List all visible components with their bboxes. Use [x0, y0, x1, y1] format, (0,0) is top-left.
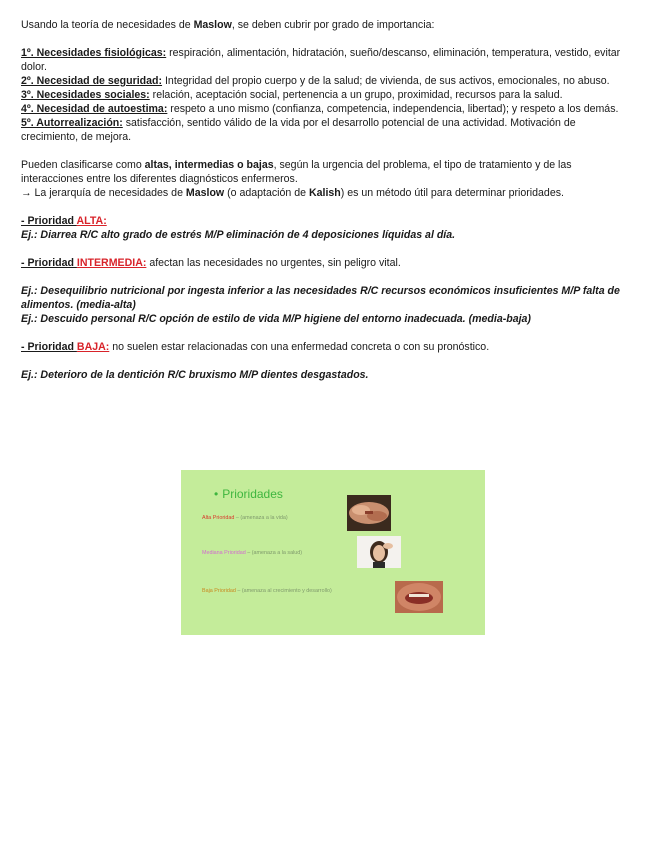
intermedia-example-2: Ej.: Descuido personal R/C opción de estilo de vida M/P higiene del entorno inadecuada. (media-baja): [21, 313, 531, 325]
intermedia-prefix: - Prioridad: [21, 257, 77, 269]
mediana-photo: [357, 536, 401, 568]
baja-prefix: - Prioridad: [21, 341, 77, 353]
need-2-label: 2º. Necesidad de seguridad:: [21, 75, 163, 87]
slide-row-mediana: [202, 550, 302, 556]
intro-text-end: , se deben cubrir por grado de importancia:: [231, 19, 435, 31]
priority-intermedia-heading: [21, 256, 635, 270]
need-3-text: relación, aceptación social, pertenencia a un grupo, proximidad, recursos para la salud.: [149, 89, 563, 101]
need-4: [21, 102, 635, 116]
slide-row-baja: [202, 588, 332, 594]
slide-title: [214, 487, 283, 501]
alta-prefix: - Prioridad: [21, 215, 77, 227]
slide-row-mediana-label: Mediana Prioridad: [202, 550, 246, 556]
bullet-icon: •: [214, 487, 219, 501]
hierarchy-text-mid: (o adaptación de: [224, 187, 309, 199]
alta-word: ALTA:: [76, 215, 107, 227]
document-body: [21, 18, 635, 382]
slide-row-baja-desc: (amenaza al crecimiento y desarrollo): [241, 588, 332, 594]
slide-dash: –: [235, 588, 242, 594]
baja-word: BAJA:: [76, 341, 110, 353]
arrow-icon: →: [21, 187, 32, 199]
need-2-text: Integridad del propio cuerpo y de la salud; de vivienda, de sus activos, emocionales, no abuso.: [162, 75, 610, 87]
slide-row-alta-label: Alta Prioridad: [202, 515, 235, 521]
need-4-text: respeto a uno mismo (confianza, competencia, independencia, libertad); y respeto a los demás.: [167, 103, 619, 115]
need-5-label: 5º. Autorrealización:: [21, 117, 123, 129]
intro-text: Usando la teoría de necesidades de: [21, 19, 194, 31]
hierarchy-paragraph: [21, 186, 635, 200]
intermedia-word: INTERMEDIA:: [76, 257, 147, 269]
classify-bold: altas, intermedias o bajas: [144, 159, 274, 171]
alta-photo: [347, 495, 391, 531]
slide-dash: –: [234, 515, 241, 521]
intro-paragraph: [21, 18, 635, 32]
baja-example: Ej.: Deterioro de la dentición R/C bruxismo M/P dientes desgastados.: [21, 369, 369, 381]
need-1: [21, 46, 635, 74]
need-3-label: 3º. Necesidades sociales:: [21, 89, 150, 101]
need-3: [21, 88, 635, 102]
slide-title-text: Prioridades: [222, 487, 283, 501]
need-1-label: 1º. Necesidades fisiológicas:: [21, 47, 167, 59]
hierarchy-kalish: Kalish: [308, 187, 341, 199]
slide-row-alta: [202, 515, 288, 521]
alta-example: Ej.: Diarrea R/C alto grado de estrés M/P eliminación de 4 deposiciones líquidas al día.: [21, 229, 456, 241]
slide-row-baja-label: Baja Prioridad: [202, 588, 236, 594]
priority-alta-heading: [21, 214, 635, 228]
need-5: [21, 116, 635, 144]
intermedia-text: afectan las necesidades no urgentes, sin peligro vital.: [146, 257, 401, 269]
hierarchy-text: La jerarquía de necesidades de: [31, 187, 186, 199]
slide-row-mediana-desc: (amenaza a la salud): [251, 550, 303, 556]
priorities-slide-image: [181, 470, 485, 635]
need-5-text: satisfacción, sentido válido de la vida por el desarrollo potencial de una actividad. Motivación de crecimiento, de mejora.: [21, 117, 576, 143]
baja-photo: [395, 581, 443, 613]
hierarchy-maslow: Maslow: [185, 187, 225, 199]
classify-paragraph: [21, 158, 635, 186]
slide-dash: –: [245, 550, 252, 556]
hierarchy-text-end: ) es un método útil para determinar prioridades.: [340, 187, 564, 199]
classify-text-end: , según la urgencia del problema, el tipo de tratamiento y de las interacciones entre los diferentes diagnósticos enfermeros.: [21, 159, 572, 185]
intro-maslow: Maslow: [193, 19, 232, 31]
baja-text: no suelen estar relacionadas con una enfermedad concreta o con su pronóstico.: [109, 341, 490, 353]
need-2: [21, 74, 635, 88]
classify-text: Pueden clasificarse como: [21, 159, 145, 171]
need-4-label: 4º. Necesidad de autoestima:: [21, 103, 168, 115]
need-1-text: respiración, alimentación, hidratación, sueño/descanso, eliminación, temperatura, vestido, evitar dolor.: [21, 47, 621, 73]
priority-baja-heading: [21, 340, 635, 354]
slide-row-alta-desc: (amenaza a la vida): [240, 515, 288, 521]
intermedia-example-1: Ej.: Desequilibrio nutricional por ingesta inferior a las necesidades R/C recursos económicos insuficientes M/P falta de alimentos. (media-alta): [21, 285, 620, 311]
